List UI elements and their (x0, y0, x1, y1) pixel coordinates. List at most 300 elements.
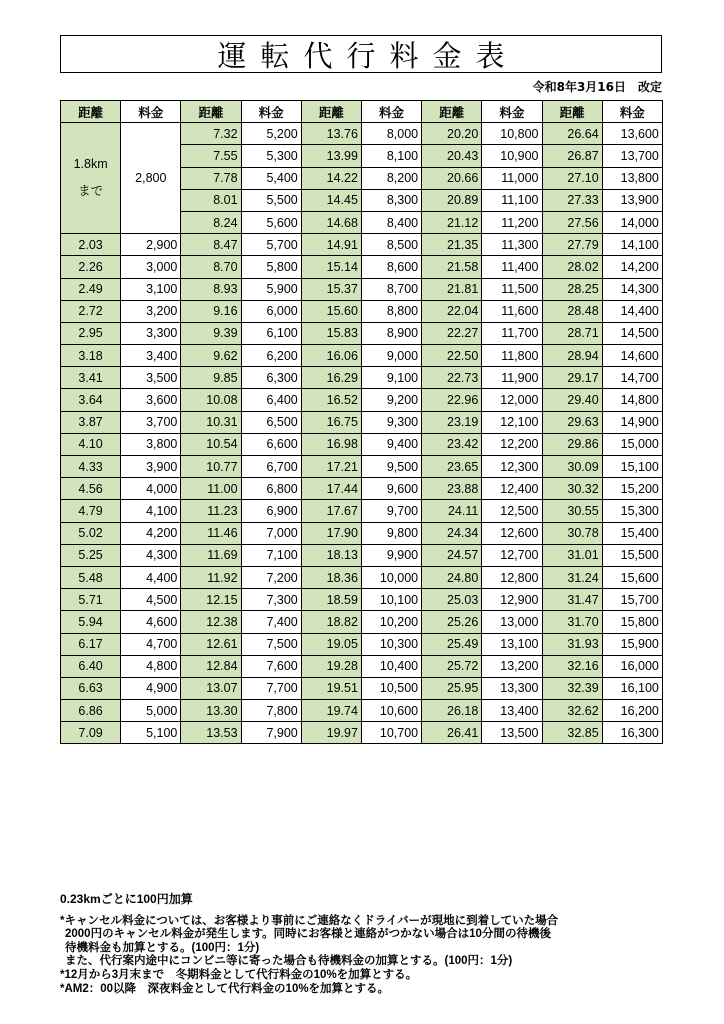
fare-cell: 4,000 (121, 478, 181, 500)
distance-cell: 13.76 (301, 123, 361, 145)
distance-cell: 14.22 (301, 167, 361, 189)
distance-cell: 6.63 (61, 677, 121, 699)
table-row (61, 611, 663, 633)
distance-cell: 31.93 (542, 633, 602, 655)
fare-cell: 7,200 (241, 566, 301, 588)
distance-cell: 2.26 (61, 256, 121, 278)
distance-cell: 7.32 (181, 123, 241, 145)
header-distance: 距離 (542, 101, 602, 123)
table-row (61, 700, 663, 722)
distance-cell: 24.11 (422, 500, 482, 522)
fare-cell: 5,500 (241, 189, 301, 211)
table-row (61, 655, 663, 677)
distance-cell: 4.56 (61, 478, 121, 500)
fare-cell: 9,900 (361, 544, 421, 566)
distance-cell: 22.73 (422, 367, 482, 389)
distance-cell: 22.27 (422, 322, 482, 344)
distance-cell: 21.58 (422, 256, 482, 278)
distance-cell: 3.64 (61, 389, 121, 411)
fare-cell: 14,000 (602, 211, 662, 233)
base-distance-suffix: まで (78, 184, 104, 199)
table-row (61, 478, 663, 500)
fare-cell: 9,200 (361, 389, 421, 411)
table-row (61, 566, 663, 588)
distance-cell: 11.00 (181, 478, 241, 500)
distance-cell: 15.14 (301, 256, 361, 278)
fare-cell: 14,500 (602, 322, 662, 344)
distance-cell: 2.72 (61, 300, 121, 322)
distance-cell: 7.78 (181, 167, 241, 189)
fare-cell: 12,100 (482, 411, 542, 433)
distance-cell: 10.31 (181, 411, 241, 433)
fare-cell: 8,400 (361, 211, 421, 233)
table-row (61, 389, 663, 411)
fare-cell: 6,700 (241, 456, 301, 478)
distance-cell: 26.18 (422, 700, 482, 722)
fare-cell: 4,700 (121, 633, 181, 655)
distance-cell: 8.01 (181, 189, 241, 211)
distance-cell: 31.24 (542, 566, 602, 588)
fare-cell: 4,500 (121, 589, 181, 611)
header-fare: 料金 (241, 101, 301, 123)
fare-cell: 10,300 (361, 633, 421, 655)
distance-cell: 29.17 (542, 367, 602, 389)
fare-cell: 12,400 (482, 478, 542, 500)
distance-cell: 4.33 (61, 456, 121, 478)
fare-cell: 6,500 (241, 411, 301, 433)
fare-cell: 3,200 (121, 300, 181, 322)
distance-cell: 25.72 (422, 655, 482, 677)
fare-cell: 15,500 (602, 544, 662, 566)
fare-cell: 11,600 (482, 300, 542, 322)
fare-cell: 3,800 (121, 433, 181, 455)
fare-cell: 5,100 (121, 722, 181, 744)
fare-cell: 16,300 (602, 722, 662, 744)
distance-cell: 8.70 (181, 256, 241, 278)
fare-cell: 9,600 (361, 478, 421, 500)
fare-cell: 8,800 (361, 300, 421, 322)
distance-cell: 21.12 (422, 211, 482, 233)
fare-cell: 14,100 (602, 234, 662, 256)
distance-cell: 30.09 (542, 456, 602, 478)
fare-cell: 12,500 (482, 500, 542, 522)
distance-cell: 3.87 (61, 411, 121, 433)
fare-cell: 12,300 (482, 456, 542, 478)
distance-cell: 10.08 (181, 389, 241, 411)
fare-cell: 11,200 (482, 211, 542, 233)
table-row (61, 345, 663, 367)
distance-cell: 17.67 (301, 500, 361, 522)
fare-cell: 16,200 (602, 700, 662, 722)
fare-cell: 13,000 (482, 611, 542, 633)
fare-cell: 16,100 (602, 677, 662, 699)
revision-date: 令和8年3月16日 改定 (532, 80, 662, 94)
fare-cell: 11,300 (482, 234, 542, 256)
header-fare: 料金 (482, 101, 542, 123)
distance-cell: 12.15 (181, 589, 241, 611)
table-row (61, 300, 663, 322)
fare-cell: 6,400 (241, 389, 301, 411)
fare-cell: 10,800 (482, 123, 542, 145)
table-row (61, 322, 663, 344)
fare-cell: 12,800 (482, 566, 542, 588)
fare-cell: 6,000 (241, 300, 301, 322)
fare-cell: 3,600 (121, 389, 181, 411)
distance-cell: 19.28 (301, 655, 361, 677)
distance-cell: 15.60 (301, 300, 361, 322)
distance-cell: 16.29 (301, 367, 361, 389)
table-row (61, 123, 663, 145)
fare-cell: 10,200 (361, 611, 421, 633)
fare-cell: 14,400 (602, 300, 662, 322)
distance-cell: 14.45 (301, 189, 361, 211)
fare-cell: 3,100 (121, 278, 181, 300)
fare-cell: 8,300 (361, 189, 421, 211)
distance-cell: 13.53 (181, 722, 241, 744)
fare-cell: 10,000 (361, 566, 421, 588)
note-line: 2000円のキャンセル料金が発生します。同時にお客様と連絡がつかない場合は10分間の待機後 (65, 928, 551, 941)
distance-cell: 32.85 (542, 722, 602, 744)
fare-cell: 3,900 (121, 456, 181, 478)
fare-cell: 13,200 (482, 655, 542, 677)
fare-cell: 4,400 (121, 566, 181, 588)
base-fare-cell: 2,800 (121, 123, 181, 234)
distance-cell: 17.90 (301, 522, 361, 544)
distance-cell: 18.13 (301, 544, 361, 566)
distance-cell: 20.43 (422, 145, 482, 167)
note-line: また、代行案内途中にコンビニ等に寄った場合も待機料金の加算とする。(100円：1分) (65, 955, 513, 968)
distance-cell: 22.04 (422, 300, 482, 322)
distance-cell: 32.39 (542, 677, 602, 699)
fare-cell: 13,400 (482, 700, 542, 722)
fare-cell: 4,200 (121, 522, 181, 544)
distance-cell: 15.37 (301, 278, 361, 300)
distance-cell: 2.03 (61, 234, 121, 256)
distance-cell: 28.02 (542, 256, 602, 278)
per-distance-note: 0.23kmごとに100円加算 (60, 892, 193, 906)
fare-cell: 14,600 (602, 345, 662, 367)
header-distance: 距離 (181, 101, 241, 123)
distance-cell: 2.49 (61, 278, 121, 300)
fare-cell: 15,700 (602, 589, 662, 611)
fare-cell: 10,400 (361, 655, 421, 677)
fare-cell: 15,300 (602, 500, 662, 522)
distance-cell: 23.42 (422, 433, 482, 455)
fare-cell: 15,200 (602, 478, 662, 500)
fare-cell: 8,200 (361, 167, 421, 189)
distance-cell: 5.48 (61, 566, 121, 588)
table-row (61, 522, 663, 544)
fare-cell: 7,000 (241, 522, 301, 544)
distance-cell: 23.65 (422, 456, 482, 478)
fare-cell: 13,600 (602, 123, 662, 145)
distance-cell: 15.83 (301, 322, 361, 344)
distance-cell: 29.63 (542, 411, 602, 433)
fare-cell: 12,000 (482, 389, 542, 411)
fare-cell: 9,400 (361, 433, 421, 455)
distance-cell: 11.46 (181, 522, 241, 544)
header-fare: 料金 (602, 101, 662, 123)
table-row (61, 256, 663, 278)
table-header-row (61, 101, 663, 123)
fare-cell: 5,800 (241, 256, 301, 278)
table-row (61, 722, 663, 744)
fare-cell: 5,600 (241, 211, 301, 233)
page-title: 運転代行料金表 (217, 38, 519, 73)
distance-cell: 20.20 (422, 123, 482, 145)
table-row (61, 677, 663, 699)
fare-cell: 11,400 (482, 256, 542, 278)
distance-cell: 31.47 (542, 589, 602, 611)
fare-cell: 12,900 (482, 589, 542, 611)
fare-cell: 3,700 (121, 411, 181, 433)
distance-cell: 24.34 (422, 522, 482, 544)
distance-cell: 2.95 (61, 322, 121, 344)
fare-cell: 9,000 (361, 345, 421, 367)
fare-cell: 11,000 (482, 167, 542, 189)
distance-cell: 19.05 (301, 633, 361, 655)
distance-cell: 11.23 (181, 500, 241, 522)
distance-cell: 21.81 (422, 278, 482, 300)
fare-cell: 6,900 (241, 500, 301, 522)
distance-cell: 5.94 (61, 611, 121, 633)
fare-cell: 14,800 (602, 389, 662, 411)
distance-cell: 28.71 (542, 322, 602, 344)
fare-cell: 7,900 (241, 722, 301, 744)
distance-cell: 13.07 (181, 677, 241, 699)
distance-cell: 27.56 (542, 211, 602, 233)
fare-cell: 9,800 (361, 522, 421, 544)
distance-cell: 4.10 (61, 433, 121, 455)
distance-cell: 12.61 (181, 633, 241, 655)
fare-cell: 8,000 (361, 123, 421, 145)
distance-cell: 12.38 (181, 611, 241, 633)
distance-cell: 19.97 (301, 722, 361, 744)
fare-cell: 11,100 (482, 189, 542, 211)
distance-cell: 28.48 (542, 300, 602, 322)
table-row (61, 367, 663, 389)
fare-cell: 2,900 (121, 234, 181, 256)
distance-cell: 8.24 (181, 211, 241, 233)
table-row (61, 500, 663, 522)
distance-cell: 6.40 (61, 655, 121, 677)
distance-cell: 17.21 (301, 456, 361, 478)
distance-cell: 13.30 (181, 700, 241, 722)
distance-cell: 13.99 (301, 145, 361, 167)
table-row (61, 433, 663, 455)
distance-cell: 8.47 (181, 234, 241, 256)
fare-cell: 5,000 (121, 700, 181, 722)
fare-cell: 10,100 (361, 589, 421, 611)
fare-cell: 11,500 (482, 278, 542, 300)
distance-cell: 30.78 (542, 522, 602, 544)
fare-cell: 13,800 (602, 167, 662, 189)
distance-cell: 16.75 (301, 411, 361, 433)
distance-cell: 18.82 (301, 611, 361, 633)
distance-cell: 16.98 (301, 433, 361, 455)
distance-cell: 7.55 (181, 145, 241, 167)
distance-cell: 9.16 (181, 300, 241, 322)
distance-cell: 23.19 (422, 411, 482, 433)
fare-cell: 9,300 (361, 411, 421, 433)
distance-cell: 3.41 (61, 367, 121, 389)
note-line: *AM2：00以降 深夜料金として代行料金の10%を加算とする。 (60, 982, 390, 995)
distance-cell: 25.03 (422, 589, 482, 611)
fare-cell: 6,100 (241, 322, 301, 344)
fare-cell: 5,200 (241, 123, 301, 145)
fare-cell: 3,500 (121, 367, 181, 389)
fare-cell: 8,500 (361, 234, 421, 256)
fare-cell: 4,300 (121, 544, 181, 566)
base-distance-cell (61, 123, 121, 234)
distance-cell: 22.96 (422, 389, 482, 411)
fare-cell: 4,600 (121, 611, 181, 633)
distance-cell: 11.69 (181, 544, 241, 566)
fare-cell: 4,100 (121, 500, 181, 522)
distance-cell: 28.94 (542, 345, 602, 367)
distance-cell: 18.59 (301, 589, 361, 611)
distance-cell: 4.79 (61, 500, 121, 522)
table-body (61, 123, 663, 744)
notes-section (60, 893, 700, 996)
header-fare: 料金 (121, 101, 181, 123)
distance-cell: 18.36 (301, 566, 361, 588)
fare-cell: 6,300 (241, 367, 301, 389)
distance-cell: 16.06 (301, 345, 361, 367)
distance-cell: 5.02 (61, 522, 121, 544)
fare-cell: 7,600 (241, 655, 301, 677)
fare-cell: 10,700 (361, 722, 421, 744)
distance-cell: 10.77 (181, 456, 241, 478)
fare-cell: 11,700 (482, 322, 542, 344)
distance-cell: 9.62 (181, 345, 241, 367)
header-distance: 距離 (61, 101, 121, 123)
distance-cell: 6.17 (61, 633, 121, 655)
fare-cell: 6,600 (241, 433, 301, 455)
fare-cell: 15,800 (602, 611, 662, 633)
fare-cell: 8,700 (361, 278, 421, 300)
distance-cell: 27.10 (542, 167, 602, 189)
base-distance-value: 1.8km (73, 157, 108, 172)
header-distance: 距離 (301, 101, 361, 123)
table-row (61, 633, 663, 655)
distance-cell: 27.79 (542, 234, 602, 256)
fare-cell: 14,300 (602, 278, 662, 300)
note-line: *12月から3月末まで 冬期料金として代行料金の10%を加算とする。 (60, 968, 418, 981)
fare-cell: 3,000 (121, 256, 181, 278)
fare-cell: 15,100 (602, 456, 662, 478)
distance-cell: 24.80 (422, 566, 482, 588)
fare-cell: 4,800 (121, 655, 181, 677)
fare-cell: 13,100 (482, 633, 542, 655)
distance-cell: 23.88 (422, 478, 482, 500)
distance-cell: 26.41 (422, 722, 482, 744)
fare-cell: 7,800 (241, 700, 301, 722)
fare-cell: 5,900 (241, 278, 301, 300)
distance-cell: 9.39 (181, 322, 241, 344)
fare-cell: 13,700 (602, 145, 662, 167)
distance-cell: 25.49 (422, 633, 482, 655)
table-row (61, 234, 663, 256)
distance-cell: 31.01 (542, 544, 602, 566)
distance-cell: 26.87 (542, 145, 602, 167)
distance-cell: 10.54 (181, 433, 241, 455)
distance-cell: 32.62 (542, 700, 602, 722)
distance-cell: 29.86 (542, 433, 602, 455)
distance-cell: 19.74 (301, 700, 361, 722)
fare-cell: 3,400 (121, 345, 181, 367)
fare-cell: 12,200 (482, 433, 542, 455)
fare-cell: 8,100 (361, 145, 421, 167)
note-line: 待機料金も加算とする。(100円：1分) (65, 941, 260, 954)
distance-cell: 20.89 (422, 189, 482, 211)
fare-cell: 4,900 (121, 677, 181, 699)
distance-cell: 29.40 (542, 389, 602, 411)
fare-cell: 10,600 (361, 700, 421, 722)
distance-cell: 26.64 (542, 123, 602, 145)
fare-cell: 6,200 (241, 345, 301, 367)
fare-cell: 5,700 (241, 234, 301, 256)
fare-cell: 14,700 (602, 367, 662, 389)
fare-cell: 9,100 (361, 367, 421, 389)
distance-cell: 14.91 (301, 234, 361, 256)
distance-cell: 9.85 (181, 367, 241, 389)
fare-cell: 16,000 (602, 655, 662, 677)
distance-cell: 5.25 (61, 544, 121, 566)
fare-cell: 15,900 (602, 633, 662, 655)
fare-cell: 6,800 (241, 478, 301, 500)
fare-cell: 10,900 (482, 145, 542, 167)
fare-cell: 10,500 (361, 677, 421, 699)
fare-cell: 7,500 (241, 633, 301, 655)
distance-cell: 31.70 (542, 611, 602, 633)
fare-cell: 13,900 (602, 189, 662, 211)
fare-cell: 13,500 (482, 722, 542, 744)
fare-cell: 15,000 (602, 433, 662, 455)
distance-cell: 27.33 (542, 189, 602, 211)
fare-cell: 7,300 (241, 589, 301, 611)
distance-cell: 7.09 (61, 722, 121, 744)
fare-cell: 14,200 (602, 256, 662, 278)
distance-cell: 25.26 (422, 611, 482, 633)
distance-cell: 12.84 (181, 655, 241, 677)
note-line: *キャンセル料金については、お客様より事前にご連絡なくドライバーが現地に到着していた場合 (60, 914, 559, 927)
table-row (61, 589, 663, 611)
distance-cell: 30.55 (542, 500, 602, 522)
table-row (61, 544, 663, 566)
distance-cell: 3.18 (61, 345, 121, 367)
table-row (61, 278, 663, 300)
fare-cell: 12,700 (482, 544, 542, 566)
fare-cell: 11,800 (482, 345, 542, 367)
distance-cell: 17.44 (301, 478, 361, 500)
fare-table (60, 100, 663, 744)
fare-cell: 3,300 (121, 322, 181, 344)
header-distance: 距離 (422, 101, 482, 123)
distance-cell: 32.16 (542, 655, 602, 677)
distance-cell: 28.25 (542, 278, 602, 300)
distance-cell: 11.92 (181, 566, 241, 588)
fare-cell: 7,400 (241, 611, 301, 633)
fare-cell: 15,600 (602, 566, 662, 588)
distance-cell: 14.68 (301, 211, 361, 233)
distance-cell: 6.86 (61, 700, 121, 722)
title-box (60, 35, 662, 73)
fare-cell: 9,700 (361, 500, 421, 522)
distance-cell: 8.93 (181, 278, 241, 300)
fare-cell: 7,100 (241, 544, 301, 566)
distance-cell: 30.32 (542, 478, 602, 500)
